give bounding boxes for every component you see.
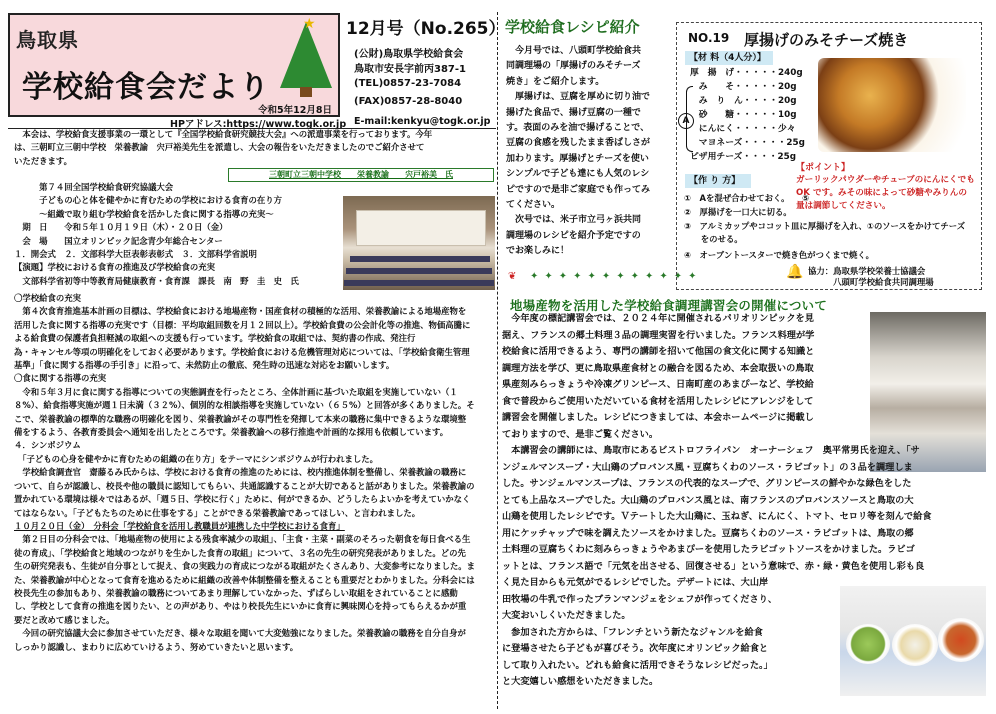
issue-date: 令和5年12月8日 <box>258 105 332 116</box>
audience-row <box>344 280 494 286</box>
recipe-intro: 今月号では、八頭町学校給食共 同調理場の「厚揚げのみそチーズ 焼き」をご紹介します。 厚揚げは、豆腐を厚めに切り油で 揚げた食品で、揚げ豆腐の一種で す。表面のみを油で揚げることで、 豆腐の食感を残したまま香ばしさが 加わります。厚揚げとチーズを使い シンプルで子ども達にも人気のレシ ピですので是非ご家庭でも作ってみ てください。 次号では、米子市立弓ヶ浜共同 調理場のレシピを紹介予定ですの でお楽しみに！ <box>506 46 651 257</box>
intro-text: 本会は、学校給食支援事業の一環として『全国学校給食研究競技大会』への派遣事業を行っております。今年 は、三朝町立三朝中学校 栄養教諭 宍戸裕美先生を派遣し、大会の報告をいただきましたのでご紹介させて いただきます。 <box>14 129 433 166</box>
step-item: ④ オーブントースターで焼き色がつくまで焼く。 <box>684 250 874 260</box>
teacher-caption: 三朝町立三朝中学校 栄養教諭 宍戸裕美 氏 <box>228 168 494 182</box>
decoration-border: ✦✦✦✦✦✦✦✦✦✦✦✦ <box>530 271 703 282</box>
steps-label: 【作 り 方】 <box>685 174 751 188</box>
course-section-title: 地場産物を活用した学校給食調理講習会の開催について <box>510 298 828 313</box>
ingredient-item: ピザ用チーズ・・・・25g <box>690 152 797 162</box>
ingredient-item: にんにく・・・・・少々 <box>690 124 796 134</box>
issue-number: 12月号（No.265） <box>346 19 506 39</box>
atsuage-dish-photo <box>818 58 966 152</box>
org-fax: (FAX)0857-28-8040 <box>354 96 463 107</box>
step-item: ③ アルミカップやココット皿に厚揚げを入れ、①のソースをかけてチーズ <box>684 221 966 231</box>
chicken-provencal-plate <box>938 618 984 662</box>
audience-row <box>346 268 492 274</box>
tofu-chikuwa-plate <box>892 624 938 666</box>
step-item: ② 厚揚げを一口大に切る。 <box>684 207 792 217</box>
ingredient-item: 厚 揚 げ・・・・・240g <box>690 68 803 78</box>
org-name: (公財)鳥取県学校給食会 <box>354 49 464 60</box>
course-body: 今年度の標記講習会では、２０２４年に開催されるパリオリンピックを見 据え、フランスの郷土料理３品の調理実習を行いました。フランス料理が学 校給食に活用できるよう、専門の講師を招いて他国の食文化に関する知識と 調理方法を学び、更に鳥取県産食材との融合を図るため、本会取扱いの鳥取 県産刻みらっきょうや冷凍グリンピース、日南町産のあまぴーなど、学校給 食で普段からご使用いただいている食材を活用したレシピにアレンジをして 講習会を開催しました。レシピにつきましては、本会ホームページに掲載し ておりますので、是非ご覧ください。 本講習会の講師には、鳥取市にあるビストロフライパン オーナーシェフ 奥平常男氏を迎え、「サ ンジェルマンスープ・大山鶏のプロバンス風・豆腐ちくわのソース・ラビゴット」の３品を調理しま した。サンジェルマンスープは、フランスの代表的なスープで、グリンピースの鮮やかな緑色をした とても上品なスープでした。大山鶏のプロバンス風とは、南フランスのプロバンスソースと鳥取の大 山鶏を使用したレシピです。Ｖテートした大山鶏に、玉ねぎ、にんにく、トマト、セロリ等を刻んで給食 用にケッチャップで味を調えたソースをかけました。豆腐ちくわのソース・ラビゴットは、鳥取の郷 土料理の豆腐ちくわに刻みらっきょうやあまぴーを使用したラビゴットソースをかけました。ラビゴ ットとは、フランス語で「元気を出させる、回復させる」という意味で、赤・緑・黄色を使用し彩も良 く見た目からも元気がでるレシピでした。デザートには、大山岸 田牧場の牛乳で作ったブランマンジェをシェフが作ってくださり、 大変おいしくいただきました。 参加された方からは、「フレンチという新たなジャンルを給食 に登場させたら子どもが喜びそう。次年度にオリンピック給食と して取り入れたい。どれも給食に活用できそうなレシピだった。」 と大変嬉しい感想をいただきました。 <box>502 313 932 687</box>
homepage-link[interactable]: HPアドレス:https://www.togk.or.jp <box>170 119 347 130</box>
ingredient-item: み そ・・・・・20g <box>690 82 797 92</box>
soup-bowl <box>846 624 890 664</box>
holly-icon: ❦ <box>508 271 517 282</box>
audience-row <box>350 256 490 262</box>
recipe-section-title: 学校給食レシピ紹介 <box>505 18 640 36</box>
ingredient-item: マヨネーズ・・・・・25g <box>690 138 805 148</box>
cooperation-credit: 協力：鳥取県学校栄養士協議会 八頭町学校給食共同調理場 <box>808 266 934 287</box>
point-text: ガーリックパウダーやチューブのにんにくでも OK です。みその味によって砂糖やみりんの 量は調節してください。 <box>796 175 975 211</box>
recipe-number: NO.19 <box>688 31 730 45</box>
step-item: ① Aを混ぜ合わせておく。 ⑤ <box>684 193 810 203</box>
org-address: 鳥取市安長字前丙387-1 <box>354 64 466 75</box>
hall-stage <box>356 210 486 246</box>
newsletter-title: 学校給食会だより <box>22 70 270 105</box>
org-tel: (TEL)0857-23-7084 <box>354 78 462 89</box>
report-body: 〇学校給食の充実 第４次食育推進基本計画の目標は、学校給食における地場産物・国産食材の積極的な活用、栄養教諭による地場産物を 活用した食に関する指導の充実です（目標：平均取組回数を月１２回以上）。学校給食費の公会計化等の推進、物価高騰に よる給食費の保護者負担軽減の取組への支援も行っています。学校給食の取組では、契約書の作成、発注行 為・キャンセル等項の明確化をしておく必要があります。学校給食における危機管理対応については、「学校給食衛生管理 基準」「食に関する指導の手引き」に沿って、未然防止の徹底、発生時の迅速な対応をお願いします。 〇食に関する指導の充実 令和５年３月に食に関する指導についての実態調査を行ったところ、全体計画に基づいた取組を実施していない（１ ８%）、給食指導実施が週１日未満（３２%）、個別的な相談指導を実施していない（６５%）と回答が多くありました。そ こで、栄養教諭の標準的な職務の明確化を図り、栄養教諭がその専門性を発揮して本来の職務に集中できるような環境整 備をするよう、各教育委員会へ通知を出したところです。栄養教諭への移行推進や計画的な採用も依頼しています。 ４．シンポジウム 「子どもの心身を健やかに育むための組織の在り方」をテーマにシンポジウムが行われました。 学校給食調査官 齋藤るみ氏からは、学校における食育の推進のためには、校内推進体制を整備し、栄養教諭の職務に ついて、自らが認識し、校長や他の職員に認知してもらい、共通認識することが大切であると話がありました。栄養教諭の 置かれている環境は様々ではあるが、「週５日、学校に行く」ために、何ができるか、どうしたらよいかを考えていかなく てはならない。「子どもたちのために仕事をする」ことができる栄養教諭であってほしい、と言われました。 １０月２０日（金） 分科会「学校給食を活用し教職員が連携した中学校における食育」 第２日目の分科会では、「地場産物の使用による残食率減少の取組」、「主食・主菜・副菜のそろった朝食を毎日食べる生 徒の育成」、「学校給食と地域のつながりを生かした食育の取組」について、３名の先生の研究発表がありました。どの先 生の研究発表も、生徒が自分事として捉え、食の実践力の育成につながる取組がたくさんあり、大変参考になりました。ま た、栄養教諭が中心となって食育を進めるために組織の改善や体制整備を整えることも重要だとわかりました。分科会には 校長先生の参加もあり、栄養教諭の職務についてあまり理解していなかった、ずばらしい取組をされていることに感動 し、学校として食育の推進を図りたい、との声があり、やはり校長先生にいかに食育に興味関心を持ってもらえるかが重 要だと改めて感じました。 今回の研究協議大会に参加させていただき、様々な取組を聞いて大変勉強になりました。栄養教諭の職務を自分自身が しっかり認識し、まわりに広めていけるよう、努めていきたいと思います。 <box>14 293 475 652</box>
point-label: 【ポイント】 <box>796 163 851 173</box>
bell-icon: 🔔 <box>786 264 804 280</box>
ingredient-item: 砂 糖・・・・・10g <box>690 110 797 120</box>
ingredients-label: 【材 料（4人分）】 <box>685 51 773 65</box>
prefecture: 鳥取県 <box>16 28 79 52</box>
tree-trunk <box>300 87 312 97</box>
group-bracket <box>686 86 693 152</box>
group-a-marker: A <box>678 113 694 129</box>
column-divider <box>497 12 498 709</box>
star-icon: ★ <box>303 16 316 32</box>
step-item: をのせる。 <box>684 234 743 244</box>
convention-details: 第７４回全国学校給食研究協議大会 子どもの心と体を健やかに育むための学校における食育の在り方 ～組織で取り組む学校給食を活かした食に関する指導の充実～ 期 日 令和５年１０月１９日（木）・２０日（金） 会 場 国立オリンピック記念青少年総合センター １．開会式 ２．文部科学大臣表彰表彰式 ３．文部科学省説明 【演題】学校における食育の推進及び学校給食の充実 文部科学省初等中等教育局健康教育・食育課 課長 南 野 圭 史 氏 <box>14 182 299 286</box>
email-link[interactable]: E-mail:kenkyu@togk.or.jp <box>354 116 491 127</box>
recipe-name: 厚揚げのみそチーズ焼き <box>744 31 909 49</box>
ingredient-item: み り ん・・・・20g <box>690 96 797 106</box>
